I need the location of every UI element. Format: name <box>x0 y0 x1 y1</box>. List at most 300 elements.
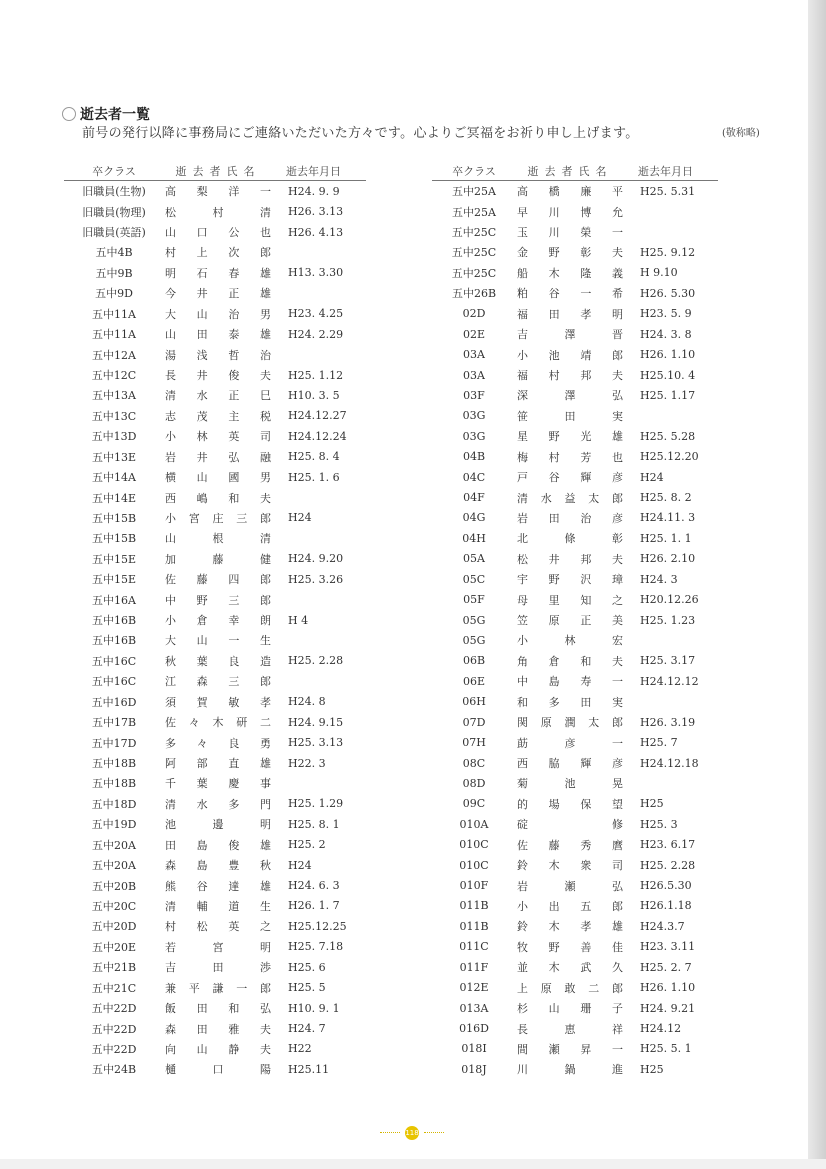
row-class: 五中16C <box>91 675 137 689</box>
row-name: 和多田実 <box>517 695 623 709</box>
row-name: 粕谷一希 <box>517 287 623 301</box>
table-row <box>432 610 718 630</box>
row-name: 清水正巳 <box>165 389 271 403</box>
table-row <box>432 467 718 487</box>
table-row <box>432 957 718 977</box>
table-row <box>432 263 718 283</box>
row-date: H24. 3 <box>640 572 678 586</box>
row-date: H25. 5.28 <box>640 429 696 443</box>
row-date: H24.12.27 <box>288 409 347 423</box>
row-name: 笠原正美 <box>517 614 623 628</box>
row-name: 金野彰夫 <box>517 246 623 260</box>
row-name: 鈴木衆司 <box>517 859 623 873</box>
row-name: 松村清 <box>165 205 271 219</box>
row-date: H25.10. 4 <box>640 368 696 382</box>
row-name: 上原敢二郎 <box>517 981 623 995</box>
row-class: 011C <box>459 940 489 954</box>
row-date: H25. 1. 6 <box>288 470 340 484</box>
page-number <box>372 1122 452 1141</box>
row-class: 五中19D <box>91 818 137 832</box>
row-name: 今井正雄 <box>165 287 271 301</box>
row-date: H26.5.30 <box>640 879 692 893</box>
row-date: H25. 3 <box>640 817 678 831</box>
row-name: 岩田治彦 <box>517 511 623 525</box>
row-name: 松井邦夫 <box>517 552 623 566</box>
row-name: 田島俊雄 <box>165 838 271 852</box>
row-date: H25. 8. 4 <box>288 450 340 464</box>
row-name: 吉澤晋 <box>517 328 623 342</box>
table-row <box>432 487 718 507</box>
table-header <box>64 162 366 181</box>
table-row <box>432 835 718 855</box>
row-name: 村松英之 <box>165 920 271 934</box>
row-class: 05C <box>462 572 486 586</box>
row-name: 杉山珊子 <box>517 1002 623 1016</box>
table-row <box>64 630 366 650</box>
table-row <box>64 753 366 773</box>
row-date: H26.1.18 <box>640 899 692 913</box>
row-name: 清水多門 <box>165 797 271 811</box>
table-row <box>64 426 366 446</box>
table-row <box>64 487 366 507</box>
row-class: 五中4B <box>95 246 133 260</box>
row-class: 旧職員(英語) <box>82 226 146 240</box>
table-row <box>432 794 718 814</box>
row-class: 011B <box>459 919 489 933</box>
title-row <box>62 104 150 124</box>
row-date: H24. 8 <box>288 695 326 709</box>
row-name: 川鍋進 <box>517 1063 623 1077</box>
row-name: 岩瀬弘 <box>517 879 623 893</box>
row-name: 横山國男 <box>165 471 271 485</box>
row-date: H25. 1.23 <box>640 613 696 627</box>
row-date: H24.3.7 <box>640 919 685 933</box>
row-name: 兼平謙一郎 <box>165 981 271 995</box>
row-name: 高橋廉平 <box>517 185 623 199</box>
row-name: 星野光雄 <box>517 430 623 444</box>
table-row <box>64 181 366 201</box>
row-name: 的場保望 <box>517 797 623 811</box>
table-row <box>64 814 366 834</box>
row-date: H24. 9.15 <box>288 715 344 729</box>
row-class: 五中18B <box>91 777 137 791</box>
table-row <box>64 508 366 528</box>
scan-edge-bottom <box>0 1159 826 1169</box>
honorific-note: (敬称略) <box>722 128 760 139</box>
table-header <box>432 162 718 181</box>
row-date: H24.12 <box>640 1022 682 1035</box>
row-date: H24.12.24 <box>288 429 347 443</box>
table-row <box>432 753 718 773</box>
row-class: 010F <box>459 879 489 893</box>
header-class: 卒クラス <box>452 165 496 178</box>
table-row <box>64 855 366 875</box>
row-class: 五中17B <box>91 716 137 730</box>
row-date: H23. 4.25 <box>288 307 344 321</box>
table-row <box>432 732 718 752</box>
row-date: H25. 3.26 <box>288 572 344 586</box>
row-date: H24.11. 3 <box>640 511 696 525</box>
table-row <box>64 467 366 487</box>
row-class: 五中13D <box>91 430 137 444</box>
row-date: H26. 1.10 <box>640 348 696 362</box>
row-name: 飯田和弘 <box>165 1002 271 1016</box>
table-row <box>432 896 718 916</box>
row-date: H24. 6. 3 <box>288 879 340 893</box>
row-class: 018J <box>461 1062 487 1076</box>
row-class: 五中22D <box>91 1002 137 1016</box>
row-date: H22. 3 <box>288 756 326 770</box>
row-class: 06B <box>462 654 486 668</box>
row-date: H24.12.18 <box>640 756 699 770</box>
row-class: 五中15E <box>91 552 137 566</box>
row-name: 中島寿一 <box>517 675 623 689</box>
table-row <box>432 937 718 957</box>
row-date: H10. 9. 1 <box>288 1001 340 1015</box>
table-row <box>64 1059 366 1079</box>
row-date: H20.12.26 <box>640 593 699 607</box>
row-class: 04F <box>463 491 485 505</box>
table-row <box>432 242 718 262</box>
row-name: 佐藤四郎 <box>165 573 271 587</box>
table-row <box>432 651 718 671</box>
row-class: 016D <box>459 1022 489 1035</box>
row-class: 五中11A <box>92 328 136 342</box>
row-date: H25. 8. 1 <box>288 817 340 831</box>
row-class: 07H <box>462 736 486 750</box>
table-row <box>64 385 366 405</box>
row-date: H26. 3.13 <box>288 205 344 219</box>
row-name: 莇彦一 <box>517 736 623 750</box>
row-date: H25 <box>640 797 664 811</box>
header-date: 逝去年月日 <box>286 165 341 178</box>
row-date: H 9.10 <box>640 266 678 280</box>
row-class: 五中22D <box>91 1042 137 1056</box>
table-row <box>64 589 366 609</box>
row-class: 010A <box>459 817 489 831</box>
row-class: 五中16C <box>91 654 137 668</box>
row-date: H25.11 <box>288 1062 330 1076</box>
row-date: H25. 2. 7 <box>640 960 692 974</box>
table-row <box>432 1059 718 1079</box>
table-row <box>64 569 366 589</box>
row-name: 佐藤秀麿 <box>517 838 623 852</box>
row-class: 五中16D <box>91 695 137 709</box>
row-class: 011B <box>459 899 489 913</box>
row-date: H26. 4.13 <box>288 225 344 239</box>
row-date: H26. 3.19 <box>640 715 696 729</box>
table-row <box>64 692 366 712</box>
row-name: 清輔道生 <box>165 899 271 913</box>
row-name: 福村邦夫 <box>517 369 623 382</box>
row-date: H25. 1.12 <box>288 368 344 382</box>
table-row <box>64 610 366 630</box>
row-class: 五中16A <box>92 593 136 607</box>
row-class: 五中25C <box>451 226 497 240</box>
row-class: 五中18B <box>91 757 137 771</box>
row-name: 明石春雄 <box>165 266 271 280</box>
row-name: 小林宏 <box>517 634 623 648</box>
page-subtitle: 前号の発行以降に事務局にご連絡いただいた方々です。心よりご冥福をお祈り申し上げます。 <box>82 126 639 141</box>
table-row <box>432 773 718 793</box>
table-row <box>64 875 366 895</box>
row-class: 08D <box>462 776 486 790</box>
circle-bullet-icon <box>62 107 76 121</box>
row-class: 五中18D <box>91 797 137 811</box>
row-class: 五中11A <box>92 307 136 321</box>
row-name: 小林英司 <box>165 430 271 444</box>
row-class: 05A <box>463 552 485 566</box>
row-name: 熊谷達雄 <box>165 879 271 893</box>
page-title: 逝去者一覧 <box>80 107 150 123</box>
table-row <box>64 732 366 752</box>
row-name: 母里知之 <box>517 593 623 607</box>
row-name: 山根清 <box>165 532 271 546</box>
row-name: 森島豊秋 <box>165 859 271 873</box>
row-name: 湯浅哲治 <box>165 348 271 362</box>
row-class: 五中12A <box>92 348 136 362</box>
table-row <box>432 508 718 528</box>
row-class: 02D <box>462 307 486 321</box>
row-name: 並木武久 <box>517 961 623 975</box>
row-date: H25. 6 <box>288 960 326 974</box>
row-date: H24 <box>288 858 312 872</box>
table-row <box>432 304 718 324</box>
row-date: H 4 <box>288 613 309 627</box>
table-row <box>64 712 366 732</box>
table-row <box>64 977 366 997</box>
table-row <box>432 201 718 221</box>
row-name: 阿部直雄 <box>165 757 271 771</box>
row-name: 多々良勇 <box>165 736 271 750</box>
row-date: H25. 2 <box>288 838 326 852</box>
table-row <box>64 835 366 855</box>
row-name: 宇野沢璋 <box>517 573 623 587</box>
row-name: 若宮明 <box>165 940 271 954</box>
right-rows <box>432 181 718 1080</box>
row-name: 小宮庄三郎 <box>165 511 271 525</box>
row-class: 010C <box>459 858 489 872</box>
row-date: H25. 8. 2 <box>640 491 692 505</box>
row-class: 012E <box>459 981 489 995</box>
row-class: 五中9D <box>95 287 133 301</box>
row-date: H13. 3.30 <box>288 266 344 280</box>
row-date: H25. 9.12 <box>640 245 696 259</box>
table-row <box>64 446 366 466</box>
page-number-dash-left <box>380 1132 400 1133</box>
table-row <box>432 1039 718 1059</box>
table-row <box>432 814 718 834</box>
row-class: 013A <box>459 1001 489 1015</box>
row-class: 旧職員(生物) <box>82 185 146 199</box>
row-class: 03A <box>463 348 485 362</box>
table-row <box>432 977 718 997</box>
row-name: 戸谷輝彦 <box>517 471 623 485</box>
row-class: 07D <box>462 715 486 729</box>
row-class: 五中20B <box>91 879 137 893</box>
row-class: 五中26B <box>451 287 497 301</box>
row-name: 梅村芳也 <box>517 450 623 464</box>
row-class: 五中16B <box>91 634 137 648</box>
table-row <box>432 1018 718 1038</box>
row-date: H25. 3.17 <box>640 654 696 668</box>
row-name: 西嶋和夫 <box>165 491 271 505</box>
table-row <box>432 712 718 732</box>
row-class: 五中21B <box>91 961 137 975</box>
row-name: 森田雅夫 <box>165 1022 271 1036</box>
row-class: 04C <box>462 470 486 484</box>
row-name: 吉田渉 <box>165 961 271 975</box>
row-date: H26. 1.10 <box>640 981 696 995</box>
table-row <box>432 283 718 303</box>
table-row <box>64 896 366 916</box>
row-date: H25. 3.13 <box>288 736 344 750</box>
row-date: H26. 2.10 <box>640 552 696 566</box>
row-date: H26. 5.30 <box>640 286 696 300</box>
table-row <box>432 181 718 201</box>
row-class: 五中20D <box>91 920 137 934</box>
row-name: 碇修 <box>517 818 623 832</box>
row-date: H24. 2.29 <box>288 327 344 341</box>
row-date: H22 <box>288 1042 312 1056</box>
row-name: 池邊明 <box>165 818 271 832</box>
row-class: 02E <box>462 327 486 341</box>
row-date: H23. 5. 9 <box>640 307 692 321</box>
table-row <box>64 549 366 569</box>
row-class: 五中16B <box>91 614 137 628</box>
row-class: 011F <box>459 960 489 974</box>
row-class: 05F <box>463 593 485 607</box>
table-row <box>64 1018 366 1038</box>
row-name: 玉川榮一 <box>517 226 623 240</box>
left-rows <box>64 181 366 1080</box>
table-row <box>64 671 366 691</box>
row-name: 村上次郎 <box>165 246 271 260</box>
row-name: 高梨洋一 <box>165 185 271 199</box>
row-name: 江森三郎 <box>165 675 271 689</box>
row-class: 05G <box>462 613 486 627</box>
row-date: H24. 9. 9 <box>288 184 340 198</box>
table-row <box>64 998 366 1018</box>
row-name: 小出五郎 <box>517 899 623 913</box>
row-name: 山田泰雄 <box>165 328 271 342</box>
table-row <box>432 365 718 385</box>
row-name: 北條彰 <box>517 532 623 546</box>
row-name: 小池靖郎 <box>517 348 623 362</box>
row-date: H10. 3. 5 <box>288 388 340 402</box>
row-name: 向山静夫 <box>165 1042 271 1056</box>
row-class: 五中13E <box>91 450 137 464</box>
table-row <box>64 794 366 814</box>
row-class: 五中20A <box>92 838 136 852</box>
table-row <box>432 549 718 569</box>
row-class: 五中17D <box>91 736 137 750</box>
row-date: H25. 1.17 <box>640 388 696 402</box>
table-row <box>64 773 366 793</box>
row-class: 五中25A <box>452 185 496 199</box>
row-name: 角倉和夫 <box>517 654 623 668</box>
table-row <box>432 692 718 712</box>
row-class: 06E <box>462 674 486 688</box>
row-name: 牧野善佳 <box>517 940 623 954</box>
row-class: 04G <box>462 511 486 525</box>
row-date: H24 <box>288 511 312 525</box>
table-row <box>432 324 718 344</box>
table-row <box>432 630 718 650</box>
table-row <box>432 344 718 364</box>
table-row <box>432 916 718 936</box>
row-name: 関原潤太郎 <box>517 716 623 730</box>
row-name: 小倉幸朗 <box>165 614 271 628</box>
row-date: H25. 2.28 <box>640 858 696 872</box>
table-row <box>64 651 366 671</box>
row-date: H24.12.12 <box>640 674 699 688</box>
table-row <box>64 222 366 242</box>
right-column-table <box>432 162 718 1080</box>
table-row <box>432 406 718 426</box>
row-class: 五中13C <box>91 409 137 423</box>
row-name: 千葉慶事 <box>165 777 271 791</box>
row-date: H23. 3.11 <box>640 940 696 954</box>
row-name: 長恵祥 <box>517 1022 623 1036</box>
row-date: H25. 1. 1 <box>640 531 692 545</box>
row-name: 須賀敏孝 <box>165 695 271 709</box>
row-class: 03F <box>463 388 485 402</box>
table-row <box>432 385 718 405</box>
row-class: 06H <box>462 695 486 709</box>
table-row <box>432 528 718 548</box>
row-name: 菊池晃 <box>517 777 623 791</box>
row-name: 笹田実 <box>517 409 623 423</box>
table-row <box>432 222 718 242</box>
header-date: 逝去年月日 <box>638 165 693 178</box>
row-date: H25. 2.28 <box>288 654 344 668</box>
row-class: 五中14E <box>91 491 137 505</box>
header-name: 逝去者氏名 <box>175 165 261 178</box>
header-name: 逝去者氏名 <box>527 165 613 178</box>
row-name: 大山治男 <box>165 307 271 321</box>
row-class: 04H <box>462 531 486 545</box>
row-class: 03G <box>462 409 486 423</box>
scan-edge-shadow <box>808 0 826 1169</box>
row-class: 04B <box>462 450 486 464</box>
table-row <box>64 916 366 936</box>
table-row <box>432 569 718 589</box>
row-date: H24. 9.20 <box>288 552 344 566</box>
table-row <box>432 671 718 691</box>
table-row <box>432 426 718 446</box>
row-date: H25. 7.18 <box>288 940 344 954</box>
table-row <box>64 304 366 324</box>
row-class: 09C <box>462 797 486 811</box>
left-column-table <box>64 162 366 1080</box>
row-class: 五中9B <box>95 266 133 280</box>
page-number-dash-right <box>424 1132 444 1133</box>
row-class: 五中25C <box>451 266 497 280</box>
row-name: 早川博允 <box>517 205 623 219</box>
row-name: 樋口陽 <box>165 1063 271 1077</box>
row-name: 清水益太郎 <box>517 491 623 505</box>
table-row <box>432 998 718 1018</box>
table-row <box>64 1039 366 1059</box>
row-date: H24 <box>640 470 664 484</box>
table-row <box>64 263 366 283</box>
table-row <box>64 324 366 344</box>
table-row <box>64 937 366 957</box>
row-class: 05G <box>462 633 486 647</box>
row-class: 010C <box>459 838 489 852</box>
table-row <box>64 242 366 262</box>
